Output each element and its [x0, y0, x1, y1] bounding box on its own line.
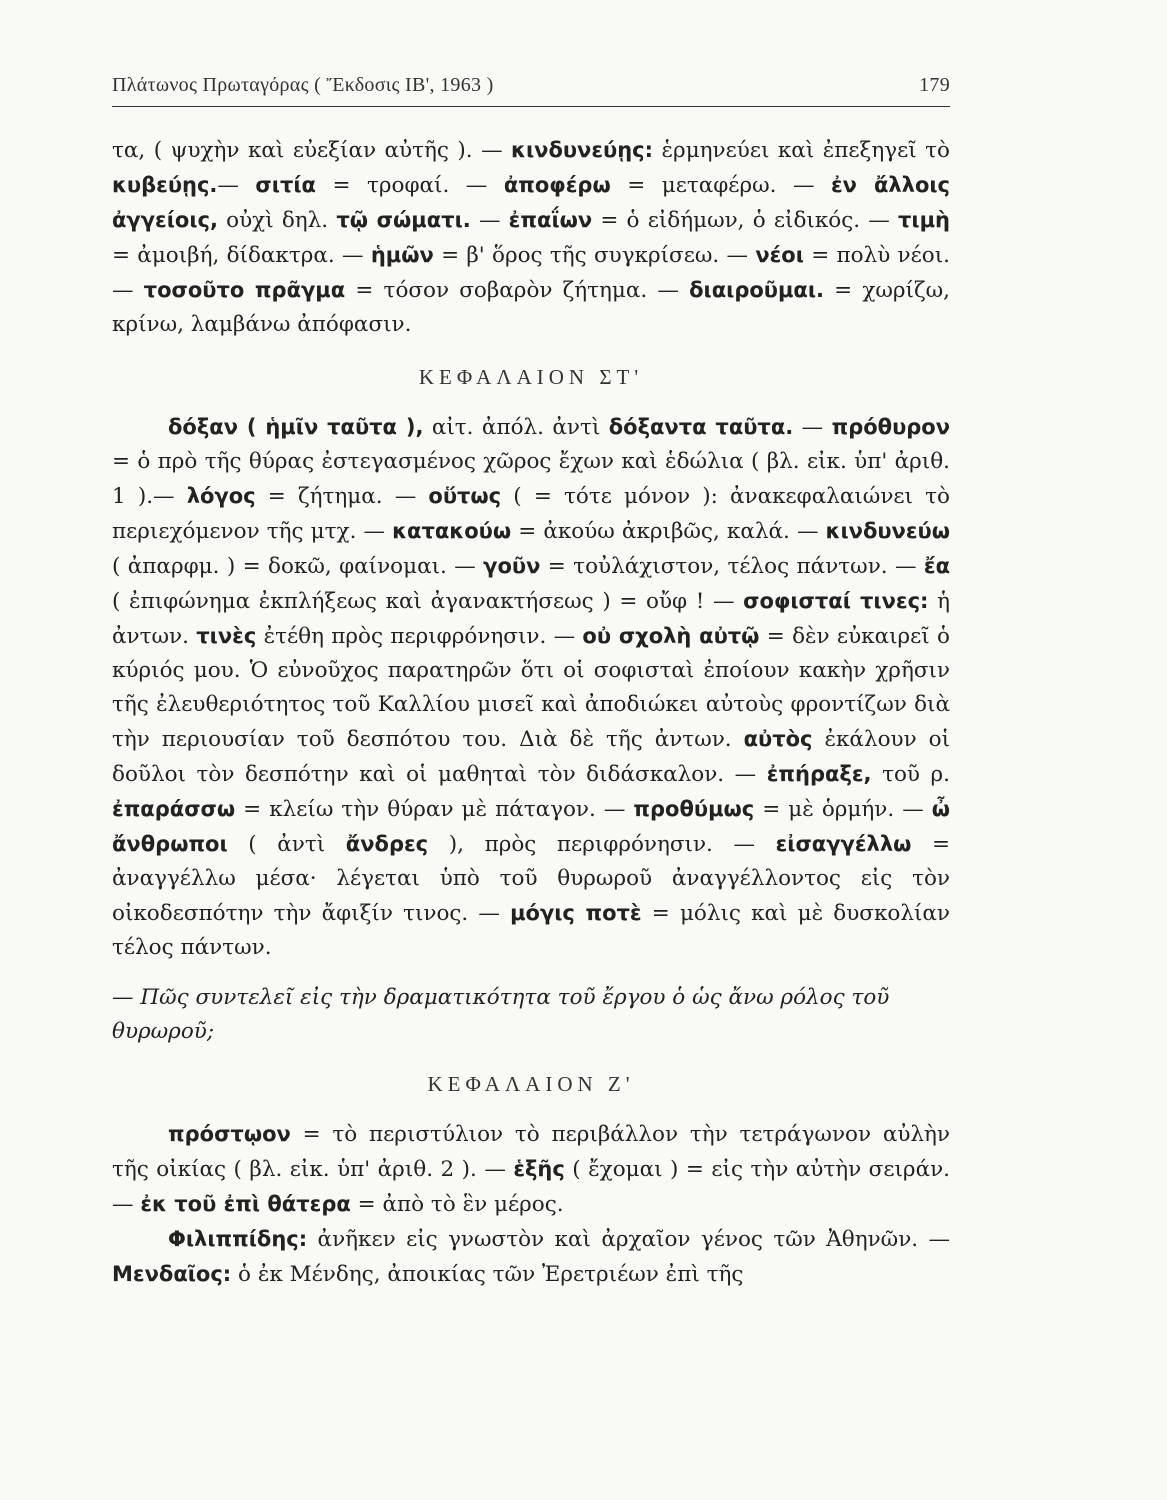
lemma: τιμὴ: [898, 208, 950, 232]
gloss-text: = ἀπὸ τὸ ἓν μέρος.: [350, 1192, 564, 1217]
lemma: Μενδαῖος:: [112, 1262, 232, 1286]
lemma: αὐτὸς: [743, 727, 813, 751]
running-title: Πλάτωνος Πρωταγόρας ( Ἔκδοσις ΙΒ', 1963 ): [112, 74, 494, 96]
lemma: διαιροῦμαι.: [689, 278, 824, 302]
gloss-text: ἡ ἀντων.: [112, 589, 950, 649]
lemma: τινὲς: [196, 624, 257, 648]
lemma: Φιλιππίδης:: [168, 1227, 308, 1251]
lemma: ἔα: [923, 554, 950, 578]
gloss-text: = πολὺ νέοι. —: [112, 243, 950, 303]
lemma: εἰσαγγέλλω: [775, 832, 912, 856]
lemma: κατακούω: [392, 519, 512, 543]
gloss-text: ἀνῆκεν εἰς γνωστὸν καὶ ἀρχαῖον γένος τῶν Ἀθηνῶν. —: [307, 1227, 950, 1252]
lemma: μόγις ποτὲ: [510, 901, 642, 925]
lemma: γοῦν: [483, 554, 541, 578]
chapter-heading-6: ΚΕΦΑΛΑΙΟΝ ΣΤ': [418, 365, 644, 389]
gloss-text: ( = τότε μόνον ): ἀνακεφαλαιώνει τὸ περιεχόμενον τῆς μτχ. —: [112, 484, 950, 544]
gloss-text: ἐκάλουν οἱ δοῦλοι τὸν δεσπότην καὶ οἱ μαθηταὶ τὸν διδάσκαλον. —: [112, 727, 950, 787]
running-header: [112, 74, 950, 97]
gloss-text: τα, ( ψυχὴν καὶ εὐεξίαν αὐτῆς ). —: [112, 138, 512, 163]
gloss-text: —: [793, 415, 832, 440]
lemma: κινδυνεύω: [825, 519, 950, 543]
gloss-text: ), πρὸς περιφρόνησιν. —: [428, 832, 776, 857]
lemma: δόξαντα ταῦτα.: [608, 415, 794, 439]
lemma: πρόστῳον: [168, 1122, 291, 1146]
gloss-text: ὁ ἐκ Μένδης, ἀποικίας τῶν Ἐρετριέων ἐπὶ τῆς: [231, 1262, 744, 1287]
gloss-text: ( ἔχομαι ) = εἰς τὴν αὐτὴν σειράν. —: [112, 1157, 950, 1217]
lemma: ἐν ἄλλοις ἀγγείοις,: [112, 173, 951, 232]
glossary-paragraph: [112, 410, 950, 965]
lemma: πρόθυρον: [831, 415, 951, 439]
lemma: σιτία: [255, 173, 316, 197]
gloss-text: ( ἀπαρφμ. ) = δοκῶ, φαίνομαι. —: [112, 554, 484, 579]
glossary-paragraph: [112, 1117, 950, 1222]
gloss-text: οὐχὶ δηλ.: [217, 208, 337, 233]
gloss-text: = τόσον σοβαρὸν ζήτημα. —: [345, 278, 690, 303]
lemma: ἐκ τοῦ ἐπὶ θάτερα: [140, 1192, 351, 1216]
lemma: ἄνδρες: [345, 832, 429, 856]
gloss-text: = δὲν εὐκαιρεῖ ὁ κύριός μου. Ὁ εὐνοῦχος παρατηρῶν ὅτι οἱ σοφισταὶ ἐποίουν κακὴν χρῆσιν τῆς ἐλευθεριότητος τοῦ Καλλίου μισεῖ καὶ ἀποδιώκει αὐτοὺς φροντίζων διὰ τὴν περιουσίαν τοῦ δεσπότου του. Διὰ δὲ τῆς ἀντων.: [112, 624, 950, 752]
lemma: ὦ ἄνθρωποι: [112, 797, 950, 856]
gloss-text: = κλείω τὴν θύραν μὲ πάταγον. —: [235, 797, 634, 822]
gloss-text: = τροφαί. —: [315, 173, 504, 198]
gloss-text: = ὁ πρὸ τῆς θύρας ἐστεγασμένος χῶρος ἔχων καὶ ἑδώλια ( βλ. εἰκ. ὑπ' ἀριθ. 1 ).—: [112, 449, 950, 509]
lemma: δόξαν ( ἡμῖν ταῦτα ),: [168, 415, 424, 439]
gloss-text: = τὸ περιστύλιον τὸ περιβάλλον τὴν τετράγωνον αὐλὴν τῆς οἰκίας ( βλ. εἰκ. ὑπ' ἀριθ. 2 ). —: [112, 1122, 950, 1182]
gloss-text: = ἀμοιβή, δίδακτρα. —: [112, 243, 371, 268]
gloss-text: = β' ὅρος τῆς συγκρίσεω. —: [433, 243, 756, 268]
lemma: τοσοῦτο πρᾶγμα: [143, 278, 346, 302]
gloss-text: ἑρμηνεύει καὶ ἐπεξηγεῖ τὸ: [653, 138, 950, 163]
gloss-text: = μόλις καὶ μὲ δυσκολίαν τέλος πάντων.: [112, 901, 950, 960]
lemma: τῷ σώματι.: [336, 208, 471, 232]
lemma: οὐ σχολὴ αὐτῷ: [582, 624, 760, 648]
gloss-text: = μεταφέρω. —: [610, 173, 831, 198]
lemma: προθύμως: [633, 797, 755, 821]
gloss-text: = ζήτημα. —: [255, 484, 429, 509]
gloss-text: ( ἐπιφώνημα ἐκπλήξεως καὶ ἀγανακτήσεως ) = οὔφ ! —: [112, 589, 744, 614]
gloss-text: = τοὐλάχιστον, τέλος πάντων. —: [540, 554, 924, 579]
glossary-paragraph: [112, 133, 950, 342]
lemma: σοφισταί τινες:: [743, 589, 929, 613]
header-rule: [112, 106, 950, 107]
glossary-paragraph: [112, 1222, 950, 1292]
lemma: νέοι: [755, 243, 804, 267]
lemma: οὕτως: [428, 484, 502, 508]
gloss-text: = χωρίζω, κρίνω, λαμβάνω ἀπόφασιν.: [112, 278, 950, 337]
lemma: κυβεύῃς.: [112, 173, 218, 197]
gloss-text: = ὁ εἰδήμων, ὁ εἰδικός. —: [592, 208, 898, 233]
gloss-text: ( ἀντὶ: [227, 832, 346, 857]
lemma: ἐπαΐων: [508, 208, 593, 232]
page-number: 179: [919, 74, 950, 96]
gloss-text: —: [470, 208, 509, 233]
gloss-text: = μὲ ὁρμήν. —: [754, 797, 932, 822]
study-question: — Πῶς συντελεῖ εἰς τὴν δραματικότητα τοῦ ἔργου ὁ ὡς ἄνω ρόλος τοῦ θυρωροῦ;: [112, 985, 890, 1044]
gloss-text: τοῦ ρ.: [871, 762, 951, 787]
lemma: κινδυνεύῃς:: [511, 138, 654, 162]
page-body: [112, 133, 950, 1292]
gloss-text: = ἀναγγέλλω μέσα· λέγεται ὑπὸ τοῦ θυρωροῦ ἀναγγέλλοντος εἰς τὸν οἰκοδεσπότην τὴν ἄφιξίν τινος. —: [112, 832, 950, 926]
lemma: λόγος: [186, 484, 256, 508]
gloss-text: —: [217, 173, 256, 198]
gloss-text: αἰτ. ἀπόλ. ἀντὶ: [423, 415, 609, 440]
lemma: ἐπαράσσω: [112, 797, 236, 821]
lemma: ἀποφέρω: [503, 173, 611, 197]
lemma: ἑξῆς: [513, 1157, 565, 1181]
lemma: ἡμῶν: [370, 243, 434, 267]
gloss-text: = ἀκούω ἀκριβῶς, καλά. —: [511, 519, 826, 544]
chapter-heading-7: ΚΕΦΑΛΑΙΟΝ Ζ': [427, 1072, 635, 1096]
lemma: ἐπήραξε,: [766, 762, 872, 786]
gloss-text: ἐτέθη πρὸς περιφρόνησιν. —: [256, 624, 583, 649]
